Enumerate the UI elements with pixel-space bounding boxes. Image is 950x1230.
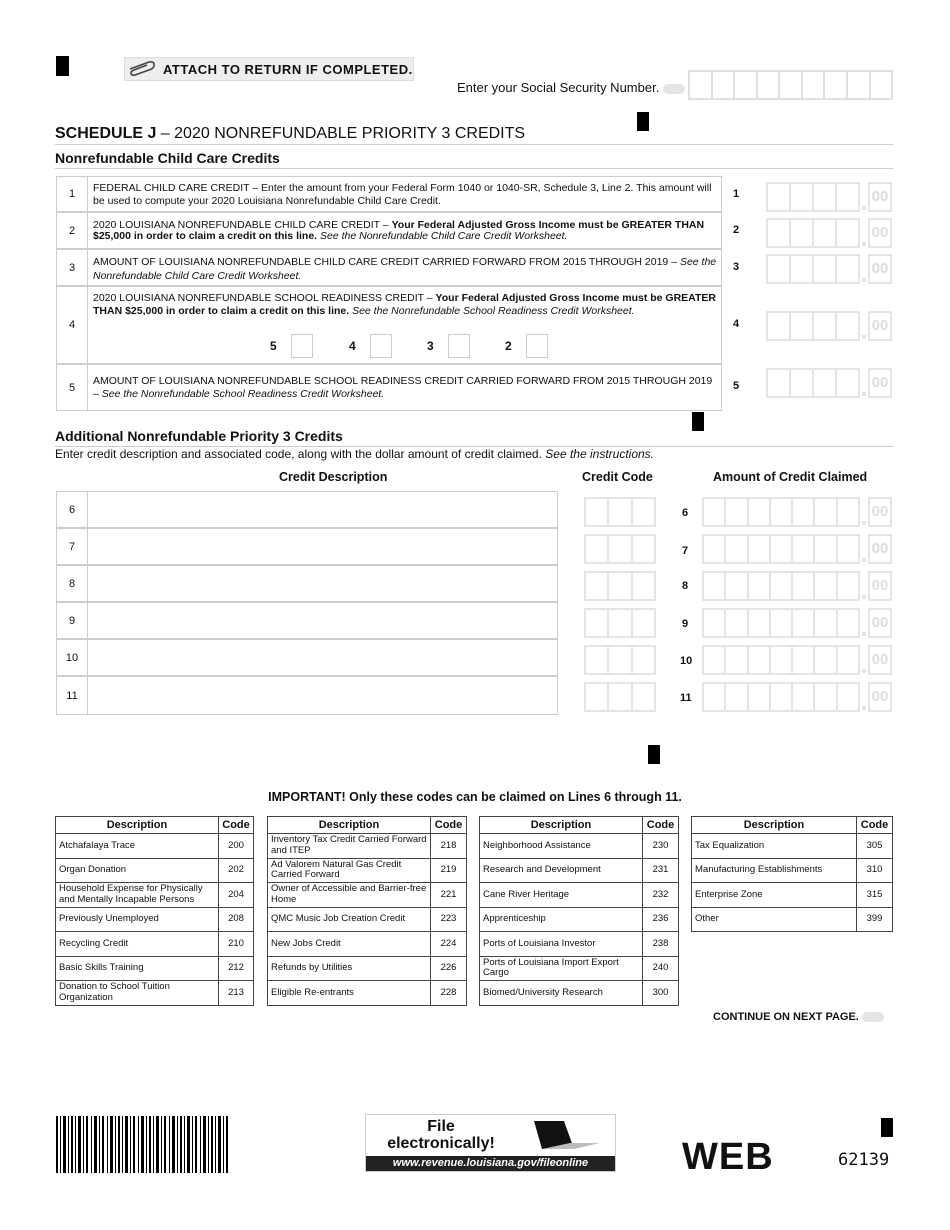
credit-amount-input[interactable]: 00 [702, 571, 892, 601]
fileonline-url: www.revenue.louisiana.gov/fileonline [366, 1156, 615, 1171]
credit-code-input[interactable] [584, 645, 656, 675]
credit-code-input[interactable] [584, 608, 656, 638]
section-heading: Nonrefundable Child Care Credits [55, 150, 280, 166]
line-5-amount[interactable]: 00 [766, 368, 892, 398]
important-notice: IMPORTANT! Only these codes can be claimed on Lines 6 through 11. [268, 790, 682, 804]
barcode-graphic [56, 1116, 228, 1173]
table-row: Cane River Heritage 232 [480, 883, 679, 908]
registration-mark [56, 56, 69, 76]
pointing-hand-icon [663, 84, 685, 94]
registration-mark [637, 112, 649, 131]
attach-text: ATTACH TO RETURN IF COMPLETED. [163, 61, 413, 77]
page-title: SCHEDULE J – 2020 NONREFUNDABLE PRIORITY 3 CREDITS [55, 125, 526, 142]
line-number: 10 [680, 655, 693, 667]
table-row: Neighborhood Assistance 230 [480, 834, 679, 859]
attach-banner [124, 57, 414, 81]
credit-description-row[interactable]: 7 [56, 528, 558, 565]
credit-code-input[interactable] [584, 571, 656, 601]
table-row: Eligible Re-entrants 228 [268, 981, 467, 1006]
line-row: 4 2020 LOUISIANA NONREFUNDABLE SCHOOL READINESS CREDIT – Your Federal Adjusted Gross Income must be GREATER THAN $25,000 in order to claim a credit on this line. See the Nonrefundable School Readiness Credit Worksheet. [56, 286, 722, 364]
age-2-field[interactable]: 2 [505, 334, 548, 358]
section-instructions: Enter credit description and associated code, along with the dollar amount of credit claimed. See the instructions. [55, 447, 655, 461]
table-row: Refunds by Utilities 226 [268, 956, 467, 981]
line-row: 3 AMOUNT OF LOUISIANA NONREFUNDABLE CHILD CARE CREDIT CARRIED FORWARD FROM 2015 THROUGH 2019 – See the Nonrefundable Child Care Credit Worksheet. [56, 249, 722, 286]
line-number: 8 [682, 580, 689, 592]
line-number: 4 [733, 318, 740, 330]
table-row: Other 399 [692, 907, 893, 932]
code-table: Description Code Inventory Tax Credit Carried Forward and ITEP 218 Ad Valorem Natural Gas Credit Carried Forward 219 Owner of Accessible and Barrier-free Home 221 QMC Music Job Creation Credit 223 New Jobs Credit 224 Refunds by Utilities 226 Eligible Re-entrants 228 [267, 816, 467, 1006]
credit-code-input[interactable] [584, 497, 656, 527]
pointing-hand-icon [862, 1012, 884, 1022]
table-row: Research and Development 231 [480, 858, 679, 883]
line-number: 3 [733, 261, 740, 273]
credit-amount-input[interactable]: 00 [702, 608, 892, 638]
section-heading: Additional Nonrefundable Priority 3 Credits [55, 428, 343, 444]
continue-notice: CONTINUE ON NEXT PAGE. [713, 1011, 884, 1023]
line-3-amount[interactable]: 00 [766, 254, 892, 284]
line-number: 6 [682, 507, 689, 519]
table-row: Tax Equalization 305 [692, 834, 893, 859]
ssn-label: Enter your Social Security Number. [457, 80, 685, 95]
line-number: 2 [733, 224, 740, 236]
divider [55, 168, 893, 169]
age-5-field[interactable]: 5 [270, 334, 313, 358]
barcode [56, 1116, 228, 1173]
credit-description-row[interactable]: 8 [56, 565, 558, 602]
line-row: 1 FEDERAL CHILD CARE CREDIT – Enter the amount from your Federal Form 1040 or 1040-SR, Schedule 3, Line 2. This amount will be used to compute your 2020 Louisiana Nonrefundable Child Care Credit. [56, 176, 722, 212]
table-row: Donation to School Tuition Organization 213 [56, 981, 254, 1006]
credit-amount-input[interactable]: 00 [702, 497, 892, 527]
laptop-icon [526, 1119, 604, 1155]
table-row: QMC Music Job Creation Credit 223 [268, 907, 467, 932]
code-table: Description Code Tax Equalization 305 Manufacturing Establishments 310 Enterprise Zone 315 Other 399 [691, 816, 893, 932]
web-label: WEB [682, 1136, 774, 1178]
table-row: Recycling Credit 210 [56, 932, 254, 957]
line-number: 7 [682, 545, 689, 557]
credit-amount-input[interactable]: 00 [702, 534, 892, 564]
registration-mark [881, 1118, 893, 1137]
registration-mark [648, 745, 660, 764]
table-row: Previously Unemployed 208 [56, 907, 254, 932]
table-row: Basic Skills Training 212 [56, 956, 254, 981]
line-number: 5 [733, 380, 740, 392]
line-number: 1 [733, 188, 740, 200]
line-4-amount[interactable]: 00 [766, 311, 892, 341]
line-number: 11 [680, 692, 692, 704]
table-row: Manufacturing Establishments 310 [692, 858, 893, 883]
table-row: Owner of Accessible and Barrier-free Home 221 [268, 883, 467, 908]
table-row: Enterprise Zone 315 [692, 883, 893, 908]
credit-description-row[interactable]: 10 [56, 639, 558, 676]
credit-amount-input[interactable]: 00 [702, 682, 892, 712]
ssn-input[interactable] [688, 70, 893, 100]
paperclip-icon [127, 60, 157, 78]
file-electronically-badge: File electronically! www.revenue.louisiana.gov/fileonline [365, 1114, 616, 1172]
credit-code-input[interactable] [584, 534, 656, 564]
line-row: 5 AMOUNT OF LOUISIANA NONREFUNDABLE SCHOOL READINESS CREDIT CARRIED FORWARD FROM 2015 THROUGH 2019 – See the Nonrefundable School Readiness Credit Worksheet. [56, 364, 722, 411]
table-row: New Jobs Credit 224 [268, 932, 467, 957]
table-row: Ports of Louisiana Import Export Cargo 240 [480, 956, 679, 981]
age-3-field[interactable]: 3 [427, 334, 470, 358]
registration-mark [692, 412, 704, 431]
table-row: Household Expense for Physically and Mentally Incapable Persons 204 [56, 883, 254, 908]
line-number: 9 [682, 618, 689, 630]
code-table: Description Code Neighborhood Assistance 230 Research and Development 231 Cane River Heritage 232 Apprenticeship 236 Ports of Louisiana Investor 238 Ports of Louisiana Import Export Cargo 240 Biomed/University Research 300 [479, 816, 679, 1006]
line-row: 2 2020 LOUISIANA NONREFUNDABLE CHILD CARE CREDIT – Your Federal Adjusted Gross Income must be GREATER THAN $25,000 in order to claim a credit on this line. See the Nonrefundable Child Care Credit Worksheet. [56, 212, 722, 249]
table-row: Ad Valorem Natural Gas Credit Carried Forward 219 [268, 858, 467, 883]
credit-amount-input[interactable]: 00 [702, 645, 892, 675]
column-header-description: Credit Description [279, 470, 388, 484]
divider [55, 144, 893, 145]
age-4-field[interactable]: 4 [349, 334, 392, 358]
table-row: Biomed/University Research 300 [480, 981, 679, 1006]
credit-description-row[interactable]: 9 [56, 602, 558, 639]
table-row: Organ Donation 202 [56, 858, 254, 883]
table-row: Ports of Louisiana Investor 238 [480, 932, 679, 957]
line-2-amount[interactable]: 00 [766, 218, 892, 248]
credit-description-row[interactable]: 11 [56, 676, 558, 715]
table-row: Apprenticeship 236 [480, 907, 679, 932]
form-number: 62139 [838, 1150, 890, 1170]
column-header-amount: Amount of Credit Claimed [713, 470, 868, 484]
credit-description-row[interactable]: 6 [56, 491, 558, 528]
column-header-code: Credit Code [582, 470, 653, 484]
table-row: Atchafalaya Trace 200 [56, 834, 254, 859]
credit-code-input[interactable] [584, 682, 656, 712]
table-row: Inventory Tax Credit Carried Forward and ITEP 218 [268, 834, 467, 859]
line-1-amount[interactable]: 00 [766, 182, 892, 212]
code-table: Description Code Atchafalaya Trace 200 Organ Donation 202 Household Expense for Physically and Mentally Incapable Persons 204 Previously Unemployed 208 Recycling Credit 210 Basic Skills Training 212 Donation to School Tuition Organization 213 [55, 816, 254, 1006]
